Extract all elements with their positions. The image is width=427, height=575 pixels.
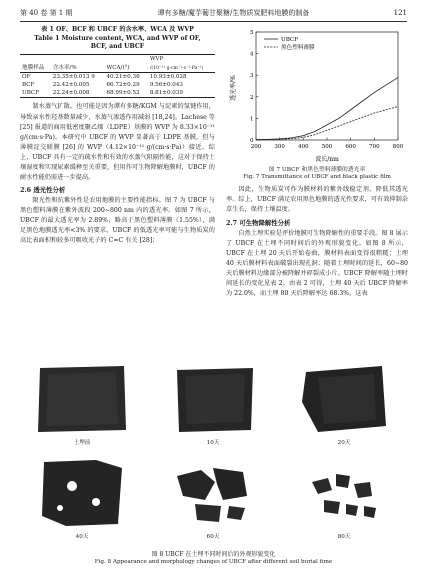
header-rule: [20, 21, 407, 22]
right-paragraph-1: 因此，生物质炭可作为膜材料的紫外线稳定剂，降低其透光率。综上，UBCF 满足农用黑色地膜的透光性要求，可有效抑制杂草生长，保持土壤温度。: [226, 186, 408, 214]
figure-7: [226, 26, 408, 166]
table1-title-cn: 表 1 OF、BCF 和 UBCF 的含水率、WCA 及 WVP: [41, 26, 194, 33]
table-cell: 8.81±0.039: [148, 89, 215, 98]
page-header: [20, 6, 407, 20]
y-tick-label: 3: [250, 73, 254, 80]
running-title: 谭有多糖/魔芋葡甘聚糖/生物质炭肥料地膜的制备: [157, 9, 310, 17]
table1-title-en: [20, 35, 215, 52]
figure-7-caption-en: Fig. 7 Transmittance of UBCF and black plastic film: [243, 174, 391, 181]
legend-label-black-film: 黑色塑料薄膜: [281, 45, 315, 51]
table1-header-wvp: [148, 55, 215, 73]
figure-7-caption-cn: 图 7 UBCF 和黑色塑料薄膜的透光率: [268, 167, 366, 173]
y-tick-label: 5: [250, 30, 254, 36]
x-axis-label: 波长/nm: [315, 156, 339, 163]
figure-7-chart: [226, 26, 408, 166]
table-cell: 66.72±0.29: [106, 82, 140, 89]
journal-volume: 第 40 卷 第 1 期: [20, 9, 73, 17]
figure-8-label-5: 80天: [337, 534, 351, 540]
section-2-6-heading: 2.6 透光性分析: [20, 185, 66, 194]
series-line-black-film: [256, 107, 398, 140]
legend-label-ubcf: UBCF: [281, 37, 299, 43]
film-photo-0-days: [26, 362, 138, 436]
plot-frame: [256, 32, 398, 140]
table-cell: UBCF: [20, 89, 51, 98]
x-tick-label: 600: [345, 144, 356, 150]
table-cell: 68.99±0.52: [104, 89, 147, 98]
table-cell: 40.21±0.36: [106, 74, 140, 81]
x-tick-label: 700: [369, 144, 380, 150]
x-tick-label: 800: [392, 144, 404, 150]
table-row: [20, 81, 215, 89]
x-tick-label: 200: [250, 144, 262, 150]
table1-title-en-line1: Table 1 Moisture content, WCA, and WVP of OF,: [34, 34, 201, 42]
figure-8-label-0: 土埋前: [73, 440, 91, 446]
table1-header-wvp-label: WVP: [149, 56, 164, 63]
table1-header-moisture: 含水率/%: [51, 55, 105, 73]
table-cell: OF: [22, 74, 31, 81]
left-paragraph-2: 限光性和抗紫外性是农用地膜的主要性能指标。图 7 为 UBCF 与黑色塑料薄膜在紫外波段 200~800 nm 内的透光率。如图 7 所示，UBCF 的最大透光率为 2.89%，略高于黑色塑料薄膜（1.55%），满足黑色地膜透光率<3% 的要求。UBCF 的低透光率可能与生物质炭的高比表面积和较多可吸收光子的 C=C 有关 [28]；: [20, 197, 215, 245]
figure-8: [20, 358, 407, 548]
left-column: [20, 26, 215, 246]
figure-8-label-1: 10天: [206, 440, 220, 446]
figure-8-caption-en: Fig. 8 Appearance and morphology changes of UBCF after different soil burial time: [94, 559, 333, 565]
table1-header-wvp-unit: /(10⁻¹¹ g·cm⁻¹·s⁻¹·Pa⁻¹): [149, 65, 204, 71]
figure-8-label-4: 60天: [206, 534, 220, 540]
table-row: [20, 89, 215, 98]
film-photo-60-days: [157, 456, 269, 530]
table1-header-wca: WCA/(°): [104, 55, 147, 73]
table-cell: 9.56±0.043: [149, 82, 183, 89]
table-cell: 10.93±0.028: [149, 74, 187, 81]
table-cell: 23.35±0.013 9: [52, 74, 95, 81]
table-cell: BCF: [22, 82, 35, 89]
figure-8-label-2: 20天: [337, 440, 351, 446]
film-photo-80-days: [288, 456, 400, 530]
table1: [20, 54, 215, 98]
x-tick-label: 400: [298, 144, 309, 150]
table-cell: 22.24±0.008: [51, 89, 105, 98]
table1-header-sample: 地膜样品: [20, 55, 51, 73]
y-axis-label: 透光率/%: [230, 75, 237, 101]
y-tick-label: 0: [250, 138, 254, 144]
right-paragraph-2: 自然土埋实验是评价地膜可生物降解性的重要手段。图 8 展示了 UBCF 在土埋不同时间后的外观形貌变化。如图 8 所示，UBCF 在土埋 20 天后开始卷曲，膜材料表面变得很粗糙；土埋 40 天后膜材料表面破裂出现孔洞；随着土埋时间的延长，60~80 天后膜材料边缘部分被降解并碎裂成小片。UBCF 降解率随土埋时间延长的变化见表 2。由表 2 可得，土埋 40 天后 UBCF 降解率为 22.0%，而土埋 80 天后降解率达 68.3%。这表: [226, 229, 408, 298]
film-photo-40-days: [26, 456, 138, 530]
y-ticks: [250, 30, 259, 144]
table-cell: 22.42±0.005: [52, 82, 90, 89]
section-2-7-heading: 2.7 可生物降解性分析: [226, 218, 291, 227]
series-lines: [256, 78, 398, 140]
figure-8-label-3: 40天: [75, 534, 89, 540]
film-photo-20-days: [288, 362, 400, 436]
y-tick-label: 4: [250, 51, 254, 58]
table-row: [20, 73, 215, 82]
left-paragraph-1: 制水蒸气扩散。也可能是因为谭有多糖/KGM 与淀素的氢键作用，导致亲水性羟基数量减少，水蒸气渗透作用减弱 [18,24]。Lachese 等 [25] 报道的商用低密度聚乙烯（LDPE）基膜的 WVP 为 8.33×10⁻¹¹ g/(cm·s·Pa)。本研究中 UBCF 的 WVP 显著高于 LDPE 基膜，但与薄膜淀交联膜 [26] 的 WVP（4.12×10⁻¹¹ g/(cm·s·Pa)）接近。综上，UBCF 具有一定的疏水性和有效的水蒸气阻隔性能，这对于保持土壤湿度和实现尿素缓释至关重要，但用作可生物降解地膜时，UBCF 的耐水性能仍需进一步提高。: [20, 103, 215, 181]
y-tick-label: 1: [250, 116, 254, 123]
table1-title-en-line2: BCF, and UBCF: [90, 43, 145, 51]
film-photo-10-days: [157, 362, 269, 436]
x-tick-label: 300: [274, 144, 285, 150]
page-number: 121: [393, 9, 407, 17]
figure-8-caption-cn: 图 8 UBCF 在土埋不同时间后的外观形貌变化: [151, 551, 276, 558]
y-tick-label: 2: [250, 94, 254, 101]
x-tick-label: 500: [321, 144, 333, 150]
right-column: [226, 26, 408, 299]
